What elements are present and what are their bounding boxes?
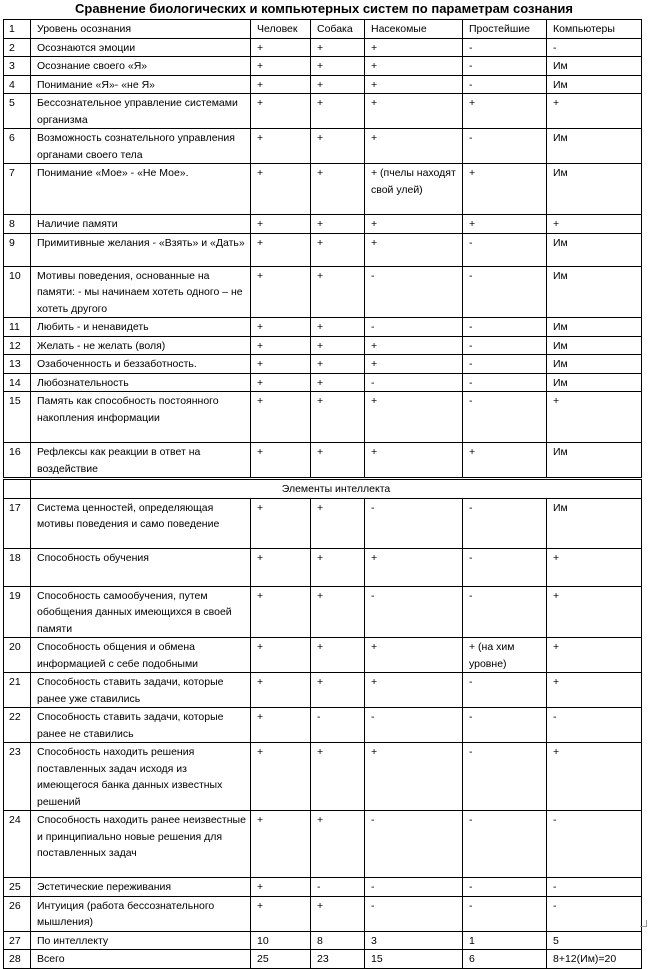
value-cell: -	[365, 896, 463, 931]
value-cell: -	[311, 878, 365, 897]
table-row	[4, 743, 642, 811]
section-label: Элементы интеллекта	[31, 479, 642, 499]
row-number: 5	[4, 94, 31, 129]
value-cell: +	[365, 336, 463, 355]
row-number: 15	[4, 392, 31, 443]
value-cell: +	[365, 443, 463, 479]
value-cell: +	[365, 355, 463, 374]
row-label: Интуиция (работа бессознательного мышления)	[31, 896, 251, 931]
row-label: Озабоченность и беззаботность.	[31, 355, 251, 374]
row-number: 9	[4, 233, 31, 266]
table-row	[4, 708, 642, 743]
value-cell: +	[251, 586, 311, 638]
value-cell: +	[311, 498, 365, 548]
value-cell: -	[365, 318, 463, 337]
value-cell: +	[365, 57, 463, 76]
value-cell: -	[463, 586, 547, 638]
value-cell: +	[251, 233, 311, 266]
row-number: 26	[4, 896, 31, 931]
value-cell: Им	[547, 75, 642, 94]
value-cell: Им	[547, 266, 642, 318]
value-cell: Им	[547, 373, 642, 392]
row-label: По интеллекту	[31, 931, 251, 950]
value-cell: -	[463, 392, 547, 443]
row-number: 19	[4, 586, 31, 638]
row-number: 7	[4, 164, 31, 215]
value-cell: +	[251, 638, 311, 673]
value-cell: +	[311, 318, 365, 337]
row-label: Способность обучения	[31, 548, 251, 586]
value-cell: -	[463, 75, 547, 94]
table-row	[4, 75, 642, 94]
value-cell: +	[311, 548, 365, 586]
row-number: 24	[4, 811, 31, 878]
value-cell: +	[547, 638, 642, 673]
value-cell: +	[365, 673, 463, 708]
value-cell: 10	[251, 931, 311, 950]
value-cell: -	[365, 373, 463, 392]
header-cell: Простейшие	[463, 20, 547, 39]
value-cell: +	[251, 57, 311, 76]
row-label: Осознаются эмоции	[31, 38, 251, 57]
value-cell: -	[463, 266, 547, 318]
header-cell: Уровень осознания	[31, 20, 251, 39]
value-cell: -	[311, 708, 365, 743]
row-label: Понимание «Мое» - «Не Мое».	[31, 164, 251, 215]
value-cell: +	[463, 443, 547, 479]
value-cell: +	[311, 638, 365, 673]
value-cell: +	[251, 673, 311, 708]
value-cell: Им	[547, 129, 642, 164]
value-cell: +	[251, 743, 311, 811]
value-cell: +	[311, 586, 365, 638]
value-cell: -	[365, 878, 463, 897]
value-cell: +	[251, 164, 311, 215]
value-cell: + (на хим уровне)	[463, 638, 547, 673]
value-cell: +	[311, 373, 365, 392]
value-cell: +	[311, 164, 365, 215]
row-label: Осознание своего «Я»	[31, 57, 251, 76]
table-row	[4, 931, 642, 950]
row-number: 18	[4, 548, 31, 586]
table-row	[4, 129, 642, 164]
header-cell: Насекомые	[365, 20, 463, 39]
value-cell: 23	[311, 950, 365, 969]
value-cell: +	[311, 129, 365, 164]
value-cell: +	[365, 233, 463, 266]
value-cell: +	[365, 38, 463, 57]
table-row	[4, 57, 642, 76]
value-cell: -	[365, 266, 463, 318]
row-label: Способность ставить задачи, которые ранее уже ставились	[31, 673, 251, 708]
header-cell: Человек	[251, 20, 311, 39]
rows-after	[4, 498, 642, 968]
row-number: 21	[4, 673, 31, 708]
value-cell: -	[463, 743, 547, 811]
value-cell: -	[463, 708, 547, 743]
value-cell: +	[251, 129, 311, 164]
table-row	[4, 443, 642, 479]
value-cell: +	[311, 673, 365, 708]
table-row	[4, 638, 642, 673]
value-cell: +	[251, 318, 311, 337]
value-cell: +	[251, 811, 311, 878]
value-cell: -	[365, 586, 463, 638]
value-cell: Им	[547, 57, 642, 76]
row-label: Мотивы поведения, основанные на памяти: - мы начинаем хотеть одного – не хотеть другого	[31, 266, 251, 318]
row-label: Рефлексы как реакции в ответ на воздействие	[31, 443, 251, 479]
value-cell: +	[547, 94, 642, 129]
table-row	[4, 673, 642, 708]
value-cell: -	[463, 673, 547, 708]
table-row	[4, 586, 642, 638]
value-cell: -	[547, 811, 642, 878]
header-cell: 1	[4, 20, 31, 39]
value-cell: -	[547, 708, 642, 743]
value-cell: + (пчелы находят свой улей)	[365, 164, 463, 215]
value-cell: +	[251, 215, 311, 234]
row-label: Любознательность	[31, 373, 251, 392]
row-number: 28	[4, 950, 31, 969]
row-label: Желать - не желать (воля)	[31, 336, 251, 355]
row-number: 8	[4, 215, 31, 234]
table-row	[4, 548, 642, 586]
value-cell: -	[463, 373, 547, 392]
row-label: Понимание «Я»- «не Я»	[31, 75, 251, 94]
value-cell: -	[463, 336, 547, 355]
row-number: 6	[4, 129, 31, 164]
row-number: 14	[4, 373, 31, 392]
row-label: Бессознательное управление системами организма	[31, 94, 251, 129]
value-cell: +	[311, 743, 365, 811]
value-cell: -	[547, 878, 642, 897]
value-cell: +	[547, 215, 642, 234]
table-row	[4, 94, 642, 129]
row-number: 11	[4, 318, 31, 337]
row-number: 27	[4, 931, 31, 950]
row-number: 4	[4, 75, 31, 94]
value-cell: +	[311, 38, 365, 57]
row-number: 3	[4, 57, 31, 76]
row-label: Способность самообучения, путем обобщения данных имеющихся в своей памяти	[31, 586, 251, 638]
value-cell: +	[547, 673, 642, 708]
page-title: Сравнение биологических и компьютерных систем по параметрам сознания	[74, 1, 574, 16]
row-label: Любить - и ненавидеть	[31, 318, 251, 337]
table-row	[4, 896, 642, 931]
value-cell: Им	[547, 443, 642, 479]
section-row	[4, 479, 642, 499]
table-row	[4, 233, 642, 266]
row-label: Возможность сознательного управления органами своего тела	[31, 129, 251, 164]
value-cell: -	[463, 38, 547, 57]
table-row	[4, 318, 642, 337]
value-cell: +	[251, 38, 311, 57]
row-label: Система ценностей, определяющая мотивы поведения и само поведение	[31, 498, 251, 548]
value-cell: +	[311, 94, 365, 129]
value-cell: 8	[311, 931, 365, 950]
table-row	[4, 38, 642, 57]
value-cell: -	[463, 355, 547, 374]
value-cell: +	[365, 392, 463, 443]
page-corner-mark	[640, 920, 647, 927]
table-row	[4, 215, 642, 234]
value-cell: +	[547, 548, 642, 586]
value-cell: Им	[547, 336, 642, 355]
value-cell: +	[365, 215, 463, 234]
row-number: 12	[4, 336, 31, 355]
value-cell: -	[463, 233, 547, 266]
row-number: 2	[4, 38, 31, 57]
rows-before	[4, 38, 642, 479]
value-cell: +	[463, 215, 547, 234]
value-cell: +	[311, 443, 365, 479]
value-cell: 8+12(Им)=20	[547, 950, 642, 969]
value-cell: -	[463, 57, 547, 76]
value-cell: -	[463, 548, 547, 586]
value-cell: +	[251, 498, 311, 548]
table-row	[4, 336, 642, 355]
value-cell: 3	[365, 931, 463, 950]
value-cell: +	[547, 586, 642, 638]
value-cell: +	[365, 743, 463, 811]
value-cell: +	[251, 336, 311, 355]
comparison-table	[3, 19, 642, 969]
header-cell: Компьютеры	[547, 20, 642, 39]
value-cell: +	[251, 94, 311, 129]
value-cell: +	[463, 164, 547, 215]
value-cell: -	[463, 811, 547, 878]
row-number: 25	[4, 878, 31, 897]
value-cell: -	[365, 708, 463, 743]
value-cell: +	[251, 443, 311, 479]
value-cell: +	[251, 392, 311, 443]
value-cell: +	[311, 75, 365, 94]
value-cell: +	[311, 336, 365, 355]
value-cell: +	[311, 896, 365, 931]
value-cell: -	[463, 498, 547, 548]
value-cell: +	[365, 638, 463, 673]
value-cell: +	[311, 233, 365, 266]
value-cell: +	[311, 266, 365, 318]
value-cell: -	[547, 896, 642, 931]
value-cell: +	[251, 266, 311, 318]
value-cell: Им	[547, 164, 642, 215]
table-row	[4, 266, 642, 318]
table-row	[4, 878, 642, 897]
value-cell: +	[365, 94, 463, 129]
row-label: Наличие памяти	[31, 215, 251, 234]
row-label: Способность находить решения поставленных задач исходя из имеющегося банка данных известных решений	[31, 743, 251, 811]
row-label: Всего	[31, 950, 251, 969]
table-row	[4, 373, 642, 392]
value-cell: -	[547, 38, 642, 57]
value-cell: 1	[463, 931, 547, 950]
section-empty-cell	[4, 479, 31, 499]
value-cell: -	[463, 878, 547, 897]
value-cell: 25	[251, 950, 311, 969]
value-cell: -	[463, 318, 547, 337]
value-cell: +	[311, 57, 365, 76]
section-row-group	[4, 479, 642, 499]
value-cell: +	[311, 355, 365, 374]
value-cell: +	[311, 215, 365, 234]
row-number: 17	[4, 498, 31, 548]
value-cell: +	[365, 75, 463, 94]
value-cell: +	[251, 896, 311, 931]
value-cell: -	[365, 811, 463, 878]
value-cell: +	[463, 94, 547, 129]
value-cell: +	[251, 75, 311, 94]
row-label: Способность находить ранее неизвестные и принципиально новые решения для поставленных задач	[31, 811, 251, 878]
value-cell: +	[547, 743, 642, 811]
table-row	[4, 498, 642, 548]
row-label: Способность общения и обмена информацией с себе подобными	[31, 638, 251, 673]
value-cell: +	[365, 548, 463, 586]
value-cell: +	[547, 392, 642, 443]
value-cell: -	[463, 896, 547, 931]
value-cell: Им	[547, 498, 642, 548]
value-cell: +	[251, 548, 311, 586]
value-cell: Им	[547, 355, 642, 374]
value-cell: +	[251, 355, 311, 374]
value-cell: 15	[365, 950, 463, 969]
value-cell: +	[311, 811, 365, 878]
value-cell: -	[463, 129, 547, 164]
value-cell: +	[311, 392, 365, 443]
table-row	[4, 355, 642, 374]
row-label: Способность ставить задачи, которые ранее не ставились	[31, 708, 251, 743]
table-row	[4, 811, 642, 878]
table-row	[4, 950, 642, 969]
value-cell: -	[365, 498, 463, 548]
table-row	[4, 164, 642, 215]
value-cell: +	[365, 129, 463, 164]
row-label: Эстетические переживания	[31, 878, 251, 897]
value-cell: Им	[547, 233, 642, 266]
table-row	[4, 392, 642, 443]
row-number: 20	[4, 638, 31, 673]
row-number: 23	[4, 743, 31, 811]
value-cell: Им	[547, 318, 642, 337]
row-label: Память как способность постоянного накопления информации	[31, 392, 251, 443]
header-cell: Собака	[311, 20, 365, 39]
value-cell: +	[251, 373, 311, 392]
value-cell: 6	[463, 950, 547, 969]
row-number: 16	[4, 443, 31, 479]
header-row	[4, 20, 642, 39]
value-cell: 5	[547, 931, 642, 950]
row-number: 10	[4, 266, 31, 318]
row-number: 22	[4, 708, 31, 743]
value-cell: +	[251, 878, 311, 897]
row-number: 13	[4, 355, 31, 374]
value-cell: +	[251, 708, 311, 743]
row-label: Примитивные желания - «Взять» и «Дать»	[31, 233, 251, 266]
